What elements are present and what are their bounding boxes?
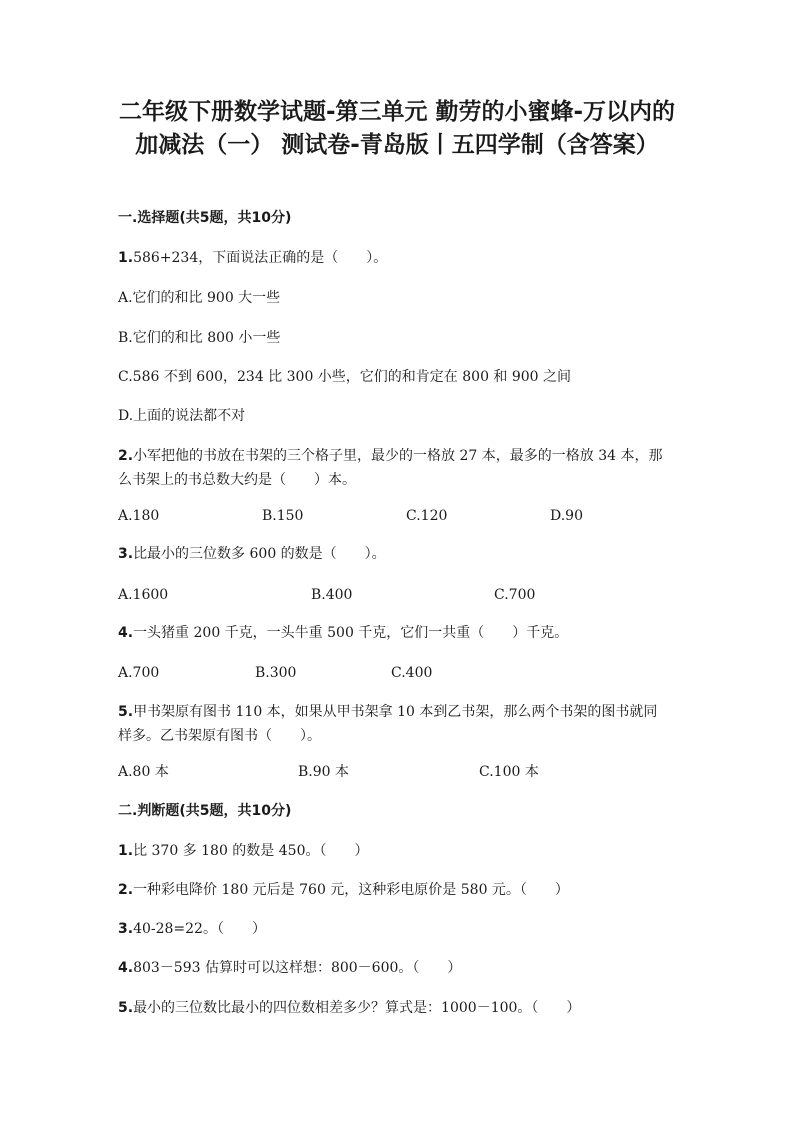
option-a: A.它们的和比 900 大一些 bbox=[118, 290, 281, 306]
question-text: 586+234，下面说法正确的是（ ）。 bbox=[133, 250, 388, 266]
judgment-1 bbox=[118, 840, 698, 862]
option-b: B.150 bbox=[262, 508, 304, 524]
question-text: 40-28=22。（ ） bbox=[133, 921, 266, 937]
question-text: 最小的三位数比最小的四位数相差多少？算式是：1000－100。（ ） bbox=[133, 1000, 581, 1016]
question-number: 2. bbox=[118, 882, 134, 898]
option-d: D.上面的说法都不对 bbox=[118, 408, 246, 424]
judgment-5 bbox=[118, 997, 698, 1019]
question-number: 3. bbox=[118, 546, 134, 562]
question-number: 4. bbox=[118, 625, 134, 641]
question-text: 比最小的三位数多 600 的数是（ ）。 bbox=[133, 546, 386, 562]
question-text: 803－593 估算时可以这样想：800－600。（ ） bbox=[133, 960, 462, 976]
question-number: 5. bbox=[118, 1000, 134, 1016]
option-a: A.180 bbox=[118, 508, 160, 524]
judgment-2 bbox=[118, 879, 698, 901]
section-heading-judgment: 二.判断题(共5题，共10分) bbox=[118, 803, 292, 819]
question-number: 2. bbox=[118, 448, 134, 464]
option-a: A.80 本 bbox=[118, 764, 169, 780]
question-number: 3. bbox=[118, 921, 134, 937]
question-2 bbox=[118, 444, 663, 492]
question-1 bbox=[118, 247, 698, 269]
question-number: 5. bbox=[118, 704, 134, 720]
option-c: C.586 不到 600，234 比 300 小些，它们的和肯定在 800 和 900 之间 bbox=[118, 369, 572, 385]
option-a: A.1600 bbox=[118, 587, 169, 603]
option-b: B.它们的和比 800 小一些 bbox=[118, 330, 281, 346]
option-d: D.90 bbox=[550, 508, 583, 524]
question-5 bbox=[118, 700, 663, 748]
option-b: B.90 本 bbox=[298, 764, 350, 780]
judgment-4 bbox=[118, 957, 698, 979]
option-c: C.700 bbox=[494, 587, 536, 603]
question-text: 一种彩电降价 180 元后是 760 元，这种彩电原价是 580 元。（ ） bbox=[133, 882, 569, 898]
option-c: C.100 本 bbox=[479, 764, 539, 780]
judgment-3 bbox=[118, 918, 698, 940]
question-4 bbox=[118, 622, 698, 644]
section-heading-choice: 一.选择题(共5题，共10分) bbox=[118, 210, 292, 226]
option-c: C.400 bbox=[391, 665, 433, 681]
question-number: 1. bbox=[118, 843, 134, 859]
question-text: 比 370 多 180 的数是 450。（ ） bbox=[133, 843, 369, 859]
option-b: B.400 bbox=[311, 587, 353, 603]
question-text: 小军把他的书放在书架的三个格子里，最少的一格放 27 本，最多的一格放 34 本，那么书架上的书总数大约是（ ）本。 bbox=[118, 448, 663, 488]
question-text: 一头猪重 200 千克，一头牛重 500 千克，它们一共重（ ）千克。 bbox=[133, 625, 569, 641]
exam-title: 二年级下册数学试题-第三单元 勤劳的小蜜蜂-万以内的加减法（一） 测试卷-青岛版丨五四学制（含答案） bbox=[118, 99, 676, 158]
question-number: 4. bbox=[118, 960, 134, 976]
option-a: A.700 bbox=[118, 665, 160, 681]
question-number: 1. bbox=[118, 250, 134, 266]
option-b: B.300 bbox=[255, 665, 297, 681]
question-text: 甲书架原有图书 110 本，如果从甲书架拿 10 本到乙书架，那么两个书架的图书就同样多。乙书架原有图书（ ）。 bbox=[118, 704, 658, 744]
option-c: C.120 bbox=[406, 508, 448, 524]
question-3 bbox=[118, 543, 698, 565]
